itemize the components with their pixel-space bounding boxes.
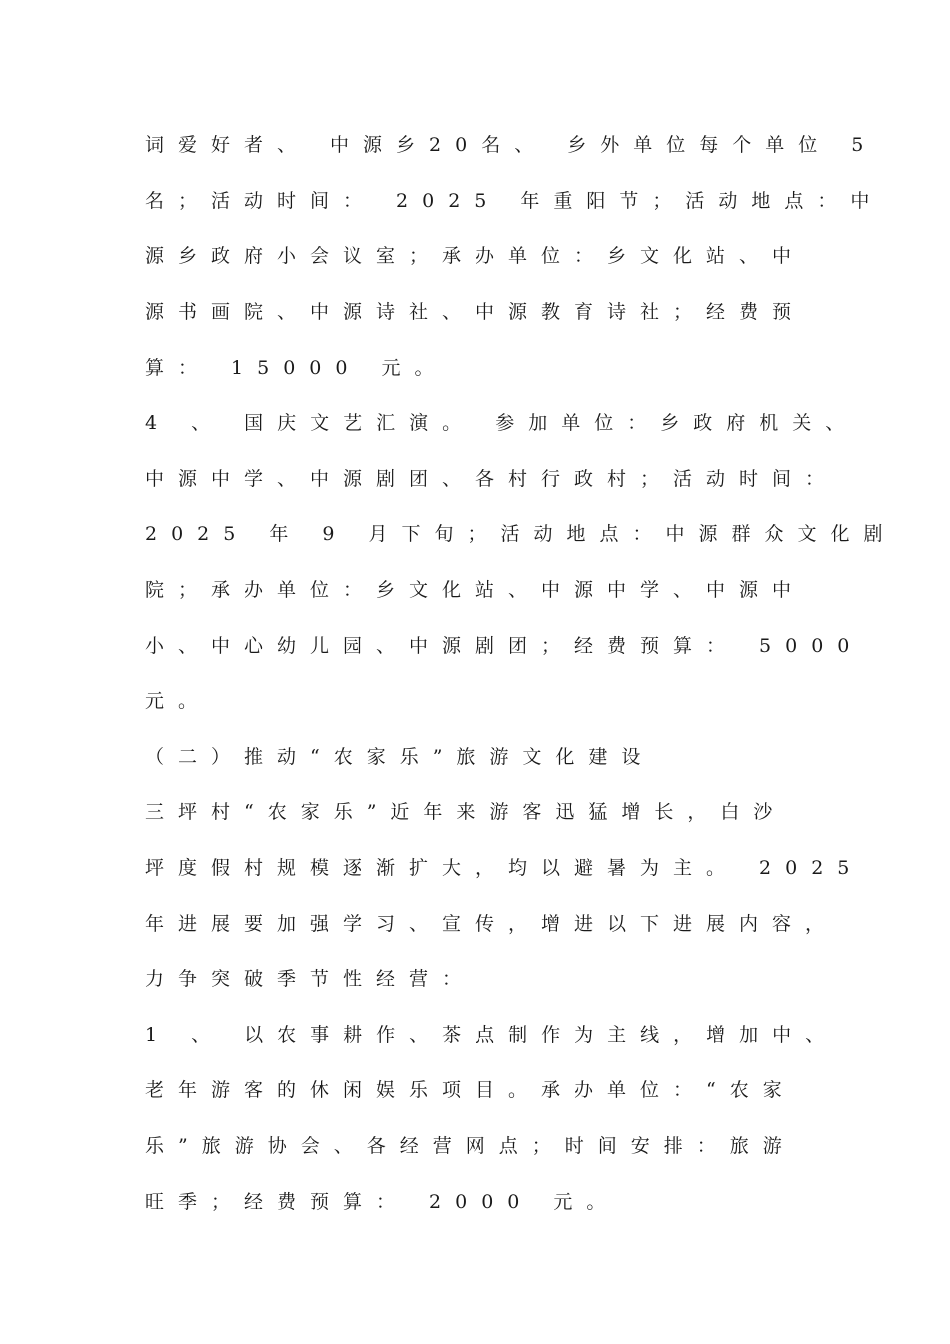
- text-line: 源乡政府小会议室；承办单位：乡文化站、中: [145, 245, 806, 267]
- text-line: 元。: [145, 690, 212, 712]
- text-line: 旺季；经费预算： 2000 元。: [145, 1191, 620, 1213]
- text-line: 老年游客的休闲娱乐项目。承办单位：“农家: [145, 1079, 796, 1101]
- text-line: 词爱好者、 中源乡20名、 乡外单位每个单位 5: [145, 134, 878, 156]
- text-line: 源书画院、中源诗社、中源教育诗社；经费预: [145, 301, 806, 323]
- text-line: 算： 15000 元。: [145, 357, 448, 379]
- text-line: 1 、 以农事耕作、茶点制作为主线，增加中、: [145, 1024, 839, 1046]
- section-heading: （二）推动“农家乐”旅游文化建设: [145, 746, 655, 768]
- text-line: 4 、 国庆文艺汇演。 参加单位：乡政府机关、: [145, 412, 859, 434]
- text-line: 年进展要加强学习、宣传，增进以下进展内容，: [145, 913, 839, 935]
- text-line: 小、中心幼儿园、中源剧团；经费预算： 5000: [145, 635, 864, 657]
- text-line: 名；活动时间： 2025 年重阳节；活动地点：中: [145, 190, 884, 212]
- text-line: 2025 年 9 月下旬；活动地点：中源群众文化剧: [145, 523, 897, 545]
- text-line: 坪度假村规模逐渐扩大，均以避暑为主。 2025: [145, 857, 864, 879]
- text-line: 力争突破季节性经营：: [145, 968, 476, 990]
- text-line: 院；承办单位：乡文化站、中源中学、中源中: [145, 579, 806, 601]
- text-line: 三坪村“农家乐”近年来游客迅猛增长，白沙: [145, 801, 787, 823]
- text-line: 中源中学、中源剧团、各村行政村；活动时间：: [145, 468, 839, 490]
- text-line: 乐”旅游协会、各经营网点；时间安排：旅游: [145, 1135, 796, 1157]
